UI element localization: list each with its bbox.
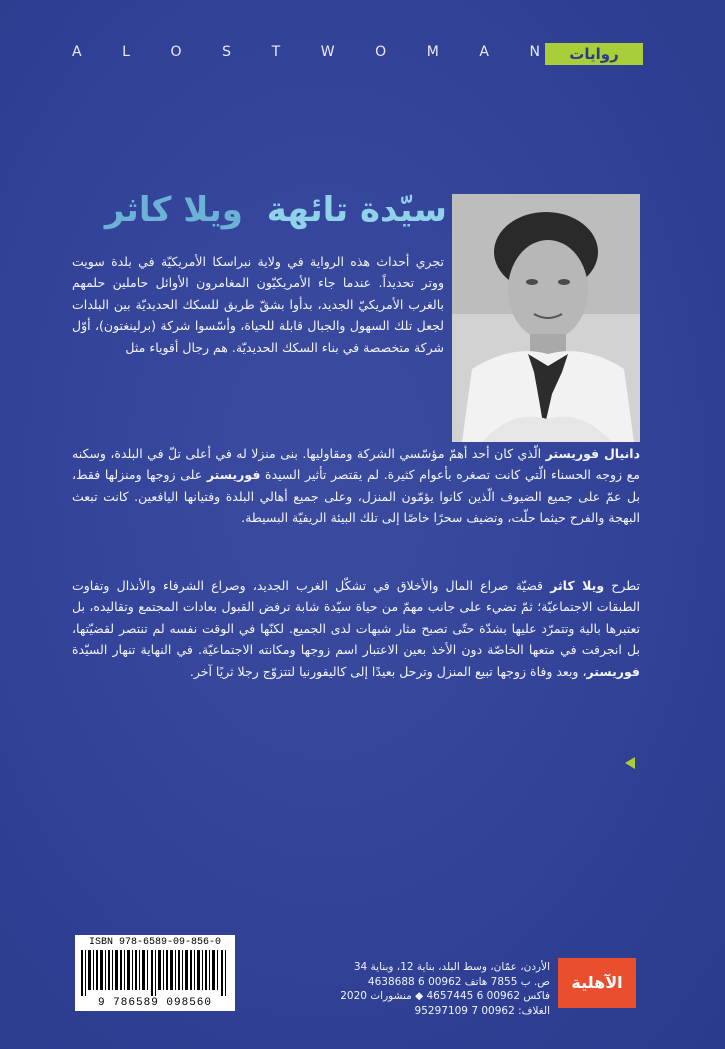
series-letter: W bbox=[320, 44, 337, 60]
publisher-logo: الآهلية bbox=[558, 958, 636, 1008]
description-text: الّذي كان أحد أهمّ مؤسّسي الشركة ومقاوليها. بنى منزلا له في أعلى تلّ في البلدة، وسكنه مع زوجه الحسناء الّتي كانت تصغره بأعوام كثيرة. لم يقتصر تأثير السيدة bbox=[72, 446, 640, 483]
description-text: قضيّة صراع المال والأخلاق في تشكّل الغرب الجديد، وصراع الشرفاء والأنذال وتفاوت الطبقات الاجتماعيّة؛ ثمّ تضيء على جانب مهمّ من حياة سيّدة شابة ترفض القبول بعادات المجتمع وتقاليده، بل تعتبرها بالية وتتمرّد عليها بشدّة حتّى تصبح مثار شبهات لدى الجميع. لكنّها في الوقت نفسه لم تنتصر لقضيّتها، بل انجرفت في متعها الخاصّة دون الأخذ بعين الاعتبار اسم زوجها ومكانته الاجتماعيّة. في النهاية تنهار السيّدة bbox=[72, 578, 640, 658]
publisher-info bbox=[320, 960, 550, 1018]
series-letter: T bbox=[271, 44, 283, 60]
series-badge: روايات bbox=[545, 43, 643, 65]
description-text: تطرح bbox=[604, 578, 640, 593]
character-name: فوريستر bbox=[206, 467, 261, 483]
publisher-info-line: ص. ب 7855 هاتف 00962 6 4638688 bbox=[367, 975, 550, 988]
cover-title bbox=[72, 190, 447, 230]
author-portrait-image bbox=[452, 194, 640, 442]
publisher-info-line: فاكس 00962 6 4657445 ◆ منشورات 2020 bbox=[340, 990, 550, 1002]
arrow-marker-icon bbox=[625, 757, 635, 769]
series-letter: A bbox=[479, 44, 491, 60]
description-text: ، وبعد وفاة زوجها تبيع المنزل وترحل بعيدًا إلى كاليفورنيا لتتزوّج رجلا ثريًا آخر. bbox=[189, 663, 587, 679]
description-text: تجري أحداث هذه الرواية في ولاية نبراسكا الأمريكيّة في بلدة سويت ووتر تحديداً. عندما جاء الأمريكيّون المغامرون الأوائل حاملين حلمهم بالغرب الأمريكيّ الجديد، بدأوا بشقّ طريق للسكك الحديديّة بين البلدات لجعل تلك السهول والجبال قابلة للحياة، وأسّسوا شركة (برلينغتون)، أوّل شركة متخصصة في بناء السكك الحديديّة. هم رجال أقوياء مثل bbox=[72, 254, 444, 355]
barcode-icon bbox=[79, 950, 231, 996]
author-name: ويلا كاثر bbox=[104, 190, 243, 230]
series-english-title bbox=[72, 44, 542, 60]
description-paragraph bbox=[72, 575, 640, 682]
publisher-info-line: الغلاف: 00962 7 95297109 bbox=[414, 1004, 550, 1017]
character-name: فوريستر bbox=[586, 663, 640, 679]
author-mention: ويلا كاثر bbox=[550, 578, 605, 593]
series-letter: N bbox=[529, 44, 542, 60]
publisher-info-line: الأردن، عمّان، وسط البلد، بناية 12، وبناية 34 bbox=[353, 961, 550, 973]
series-letter: L bbox=[122, 44, 132, 60]
description-paragraph bbox=[72, 251, 444, 358]
series-letter: S bbox=[222, 44, 233, 60]
isbn-digits: 9 786589 098560 bbox=[97, 997, 213, 1009]
series-letter: M bbox=[426, 44, 441, 60]
isbn-barcode-box bbox=[75, 935, 235, 1011]
description-text: على زوجها ومنزلها فقط، بل عمّ على جميع الضيوف الّذين كانوا يؤمّون المنزل، وعلى جميع أهالي البلدة وفتيانها اليافعين. كانت تبعث البهجة والفرح حيثما حلّت، وتضيف سحرًا خاصًا إلى تلك البيئة الريفيّة البسيطة. bbox=[72, 467, 640, 526]
isbn-label: ISBN 978-6589-09-856-0 bbox=[88, 937, 222, 948]
author-photo bbox=[452, 194, 640, 442]
character-name: دانيال فوريستر bbox=[545, 446, 640, 461]
series-letter: A bbox=[72, 44, 84, 60]
book-title: سيّدة تائهة bbox=[266, 190, 447, 230]
description-paragraph bbox=[72, 443, 640, 529]
series-letter: O bbox=[375, 44, 389, 60]
series-letter: O bbox=[170, 44, 184, 60]
